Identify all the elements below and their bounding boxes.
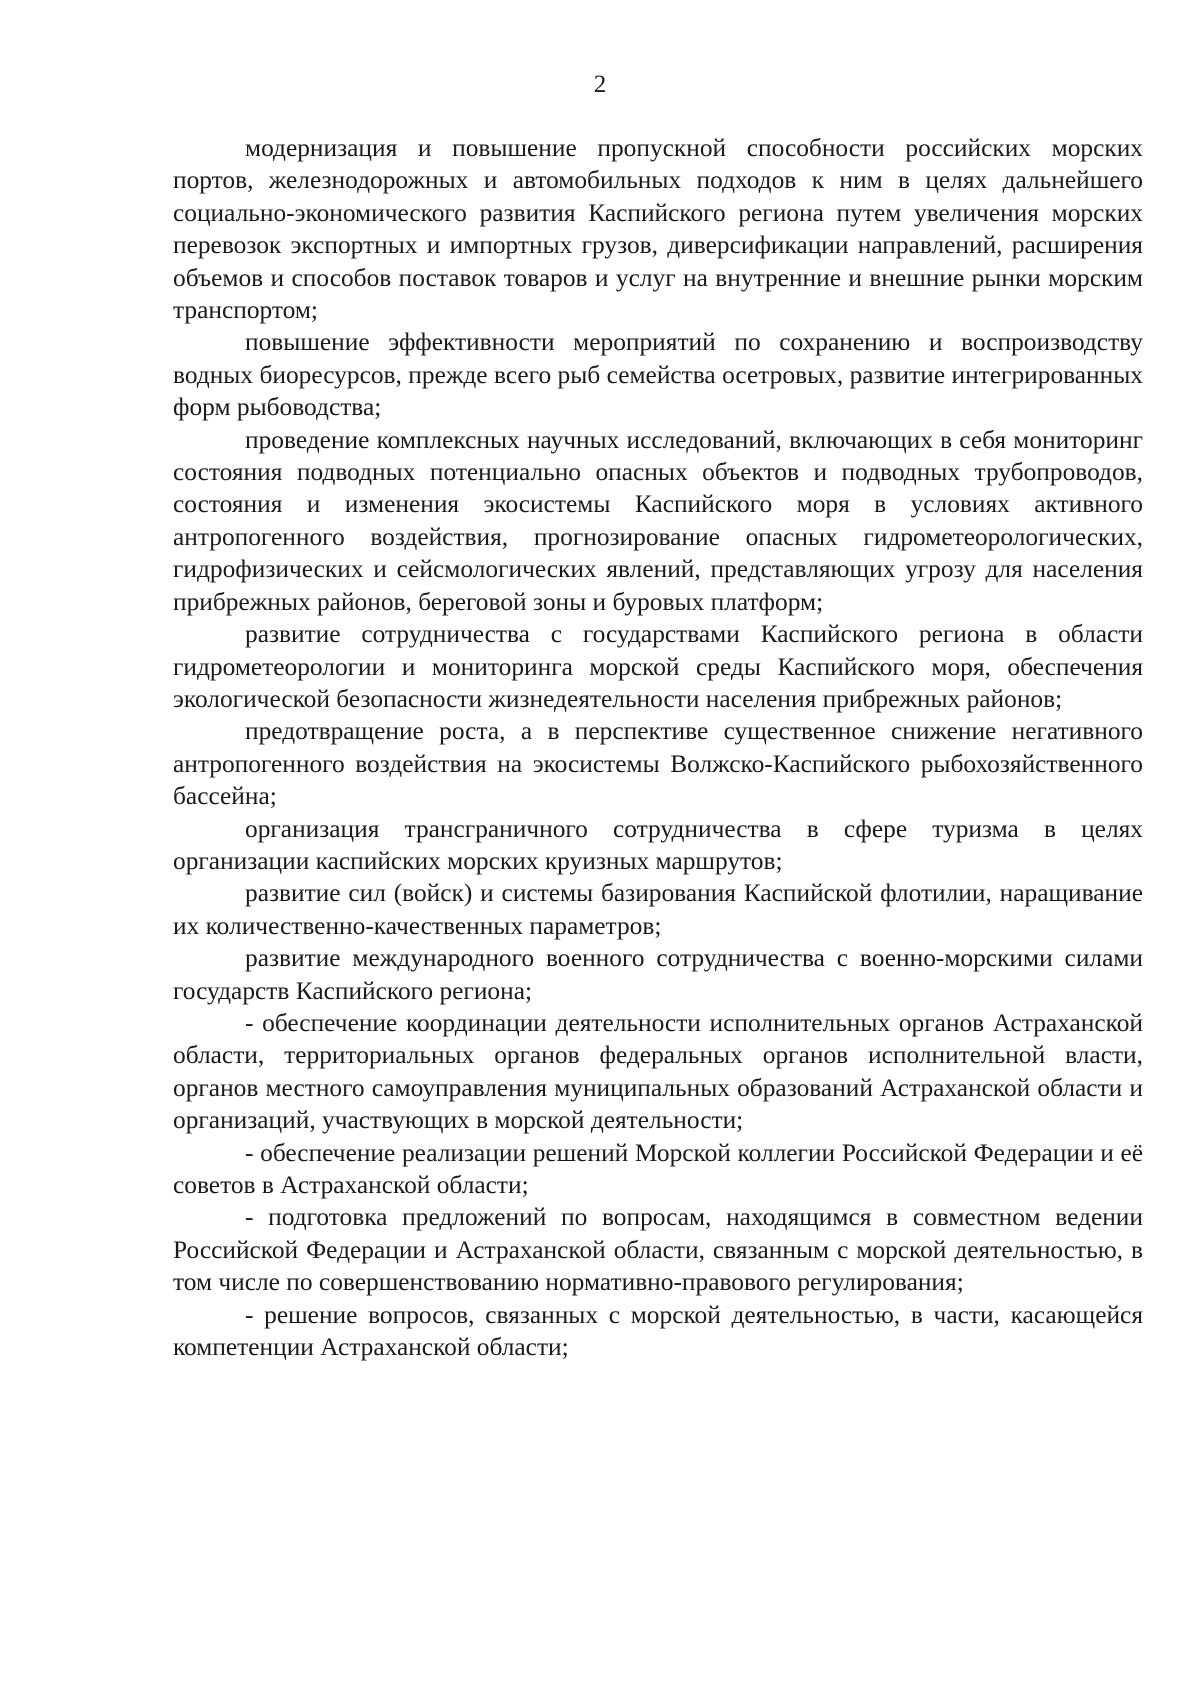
paragraph-port-modernization: модернизация и повышение пропускной способности российских морских портов, железнодорожных и автомобильных подходов к ним в целях дальнейшего социально-экономического развития Каспийского региона путем увеличения морских перевозок экспортных и импортных грузов, диверсификации направлений, расширения объемов и способов поставок товаров и услуг на внутренние и внешние рынки морским транспортом; bbox=[173, 134, 1143, 325]
paragraph-scientific-research: проведение комплексных научных исследований, включающих в себя мониторинг состояния подводных потенциально опасных объектов и подводных трубопроводов, состояния и изменения экосистемы Каспийского моря в условиях активного антропогенного воздействия, прогнозирование опасных гидрометеорологических, гидрофизических и сейсмологических явлений, представляющих угрозу для населения прибрежных районов, береговой зоны и буровых платформ; bbox=[173, 425, 1143, 616]
paragraph-military-cooperation: развитие международного военного сотрудничества с военно-морскими силами государств Каспийского региона; bbox=[173, 944, 1143, 1005]
paragraph-proposals: - подготовка предложений по вопросам, находящимся в совместном ведении Российской Федерации и Астраханской области, связанным с морской деятельностью, в том числе по совершенствованию нормативно-правового регулирования; bbox=[173, 1203, 1143, 1297]
paragraph-tourism-cooperation: организация трансграничного сотрудничества в сфере туризма в целях организации каспийских морских круизных маршрутов; bbox=[173, 814, 1143, 875]
document-body bbox=[173, 132, 1143, 1363]
paragraph-coordination: - обеспечение координации деятельности исполнительных органов Астраханской области, территориальных органов федеральных органов исполнительной власти, органов местного самоуправления муниципальных образований Астраханской области и организаций, участвующих в морской деятельности; bbox=[173, 1008, 1143, 1135]
paragraph-anthropogenic-impact: предотвращение роста, а в перспективе существенное снижение негативного антропогенного воздействия на экосистемы Волжско-Каспийского рыбохозяйственного бассейна; bbox=[173, 717, 1143, 811]
paragraph-hydrometeorology-cooperation: развитие сотрудничества с государствами Каспийского региона в области гидрометеорологии и мониторинга морской среды Каспийского моря, обеспечения экологической безопасности жизнедеятельности населения прибрежных районов; bbox=[173, 620, 1143, 713]
paragraph-bioresources: повышение эффективности мероприятий по сохранению и воспроизводству водных биоресурсов, прежде всего рыб семейства осетровых, развитие интегрированных форм рыбоводства; bbox=[173, 328, 1143, 422]
paragraph-collegium-decisions: - обеспечение реализации решений Морской коллегии Российской Федерации и её советов в Астраханской области; bbox=[173, 1138, 1143, 1199]
page-number: 2 bbox=[593, 71, 607, 98]
paragraph-flotilla-development: развитие сил (войск) и системы базирования Каспийской флотилии, наращивание их количественно-качественных параметров; bbox=[173, 879, 1143, 940]
paragraph-competence-issues: - решение вопросов, связанных с морской деятельностью, в части, касающейся компетенции Астраханской области; bbox=[173, 1300, 1143, 1362]
